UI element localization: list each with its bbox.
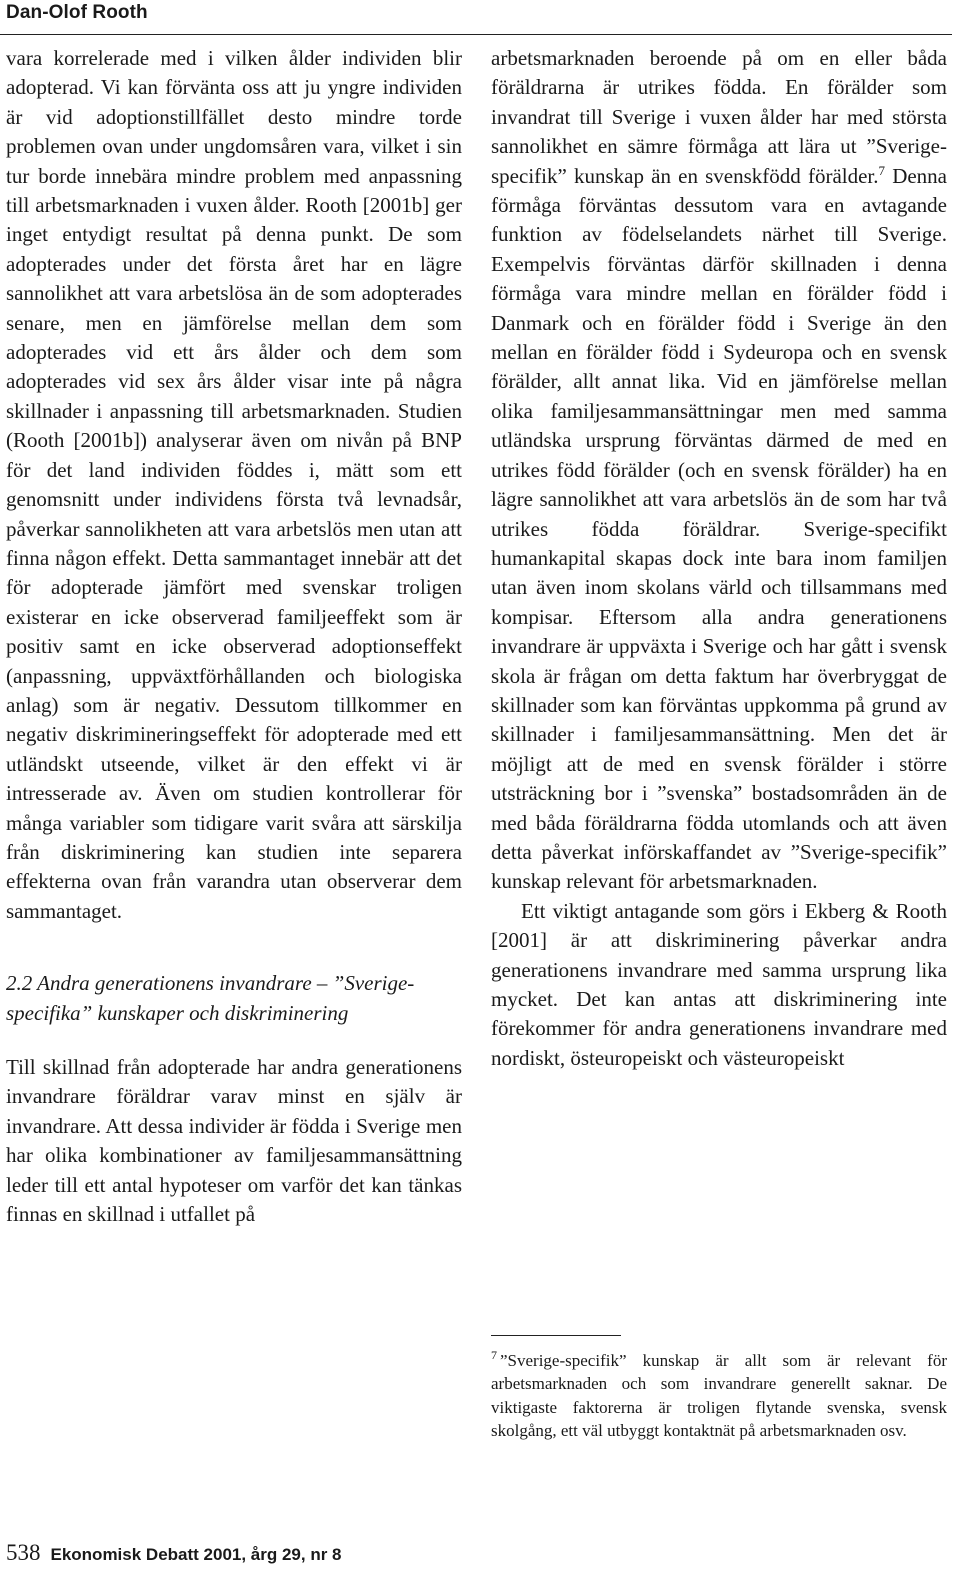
body-paragraph: Ett viktigt antagande som görs i Ekberg & Rooth [2001] är att diskriminering påverkar andra generationens invandrare med samma ursprung lika mycket. Det kan antas att diskriminering inte förekommer för andra generationens invandrare med nordiskt, östeuropeiskt och västeuropeiskt (491, 898, 947, 1070)
footnote-rule (491, 1335, 621, 1336)
page-number: 538 (6, 1540, 41, 1565)
header-rule (0, 34, 952, 35)
footnote-text: ”Sverige-specifik” kunskap är allt som är relevant för arbetsmarknaden och som invandrare generellt saknar. De viktigaste faktorerna är troligen flytande svenska, svensk skolgång, ett väl utbyggt kontaktnät på arbetsmarknaden osv. (491, 1351, 947, 1441)
body-paragraph (491, 44, 947, 897)
paragraph-text: arbetsmarknaden beroende på om en eller båda föräldrarna är utrikes födda. En förälder som invandrat till Sverige i vuxen ålder har med största sannolikhet en sämre förmåga att lära ut ”Sverige-specifik” kunskap än en svenskfödd förälder. (491, 46, 947, 188)
body-paragraph: vara korrelerade med i vilken ålder individen blir adopterad. Vi kan förvänta oss att ju yngre individen är vid adoptionstillfället desto mindre torde problemen ovan under ungdomsåren vara, vilket i sin tur borde innebära mindre problem med anpassning till arbetsmarknaden i vuxen ålder. Rooth [2001b] ger inget entydigt resultat på denna punkt. De som adopterades under det första året har en lägre sannolikhet att vara arbetslösa än de som adopterades senare, men en jämförelse mellan dem som adopterades vid ett års ålder och dem som adopterades vid sex års ålder visar inte på några skillnader i anpassning till arbetsmarknaden. Studien (Rooth [2001b]) analyserar även om nivån på BNP för det land individen föddes i, mätt som ett genomsnitt under individens första två levnadsår, påverkar sannolikheten att vara arbetslös men utan att finna någon effekt. Detta sammantaget innebär att det för adopterade jämfört med svenskar troligen existerar en icke observerad familjeeffekt som är positiv samt en icke observerad adoptionseffekt (anpassning, uppväxtförhållanden och biologiska anlag) som är negativ. Dessutom tillkommer en negativ diskrimineringseffekt för adopterade med ett utländskt utseende, vilket är den effekt vi är intresserade av. Även om studien kontrollerar för många variabler som tidigare varit svåra att särskilja från diskriminering kan studien inte separera effekterna ovan från varandra utan observerar dem sammantaget. (6, 46, 462, 923)
section-heading: 2.2 Andra generationens invandrare – ”Sverige-specifika” kunskaper och diskriminering (6, 971, 415, 1025)
running-head-author: Dan-Olof Rooth (6, 2, 148, 23)
footnote-reference[interactable]: 7 (878, 162, 886, 178)
journal-info: Ekonomisk Debatt 2001, årg 29, nr 8 (50, 1545, 342, 1564)
left-column (6, 44, 462, 1229)
paragraph-text: Denna förmåga förväntas dessutom vara en avtagande funktion av födelselandets närhet till Sverige. Exempelvis förväntas därför skillnaden i denna förmåga vara mindre mellan en förälder född i Danmark och en förälder född i Sverige än den mellan en förälder född i Sydeuropa och en svensk förälder, allt annat lika. Vid en jämförelse mellan olika familjesammansättningar men med samma utländska ursprung förväntas därmed de med en utrikes född förälder (och en svensk förälder) ha en lägre sannolikhet att vara arbetslös än de som har två utrikes födda föräldrar. Sverige-specifikt humankapital skapas dock inte bara inom familjen utan även inom skolans värld och tillsammans med kompisar. Eftersom alla andra generationens invandrare är uppväxta i Sverige och har gått i svensk skola är frågan om detta faktum har överbryggat de skillnader som kan förväntas uppkomma på grund av skillnader i familjesammansättning. Men det är möjligt att de med en svensk förälder i större utsträckning bor i ”svenska” bostadsområden än de med båda föräldrarna födda utomlands och att även detta påverkat införskaffandet av ”Sverige-specifik” kunskap relevant för arbetsmarknaden. (491, 163, 947, 894)
footnote (491, 1349, 947, 1443)
body-paragraph: Till skillnad från adopterade har andra generationens invandrare föräldrar varav minst en själv är invandrare. Att dessa individer är födda i Sverige men har olika kombinationer av familjesammansättning leder till ett antal hypoteser om varför det kan tänkas finnas en skillnad i utfallet på (6, 1055, 462, 1227)
footnote-number: 7 (491, 1348, 497, 1363)
page-footer (6, 1540, 342, 1566)
right-column (491, 44, 947, 1073)
